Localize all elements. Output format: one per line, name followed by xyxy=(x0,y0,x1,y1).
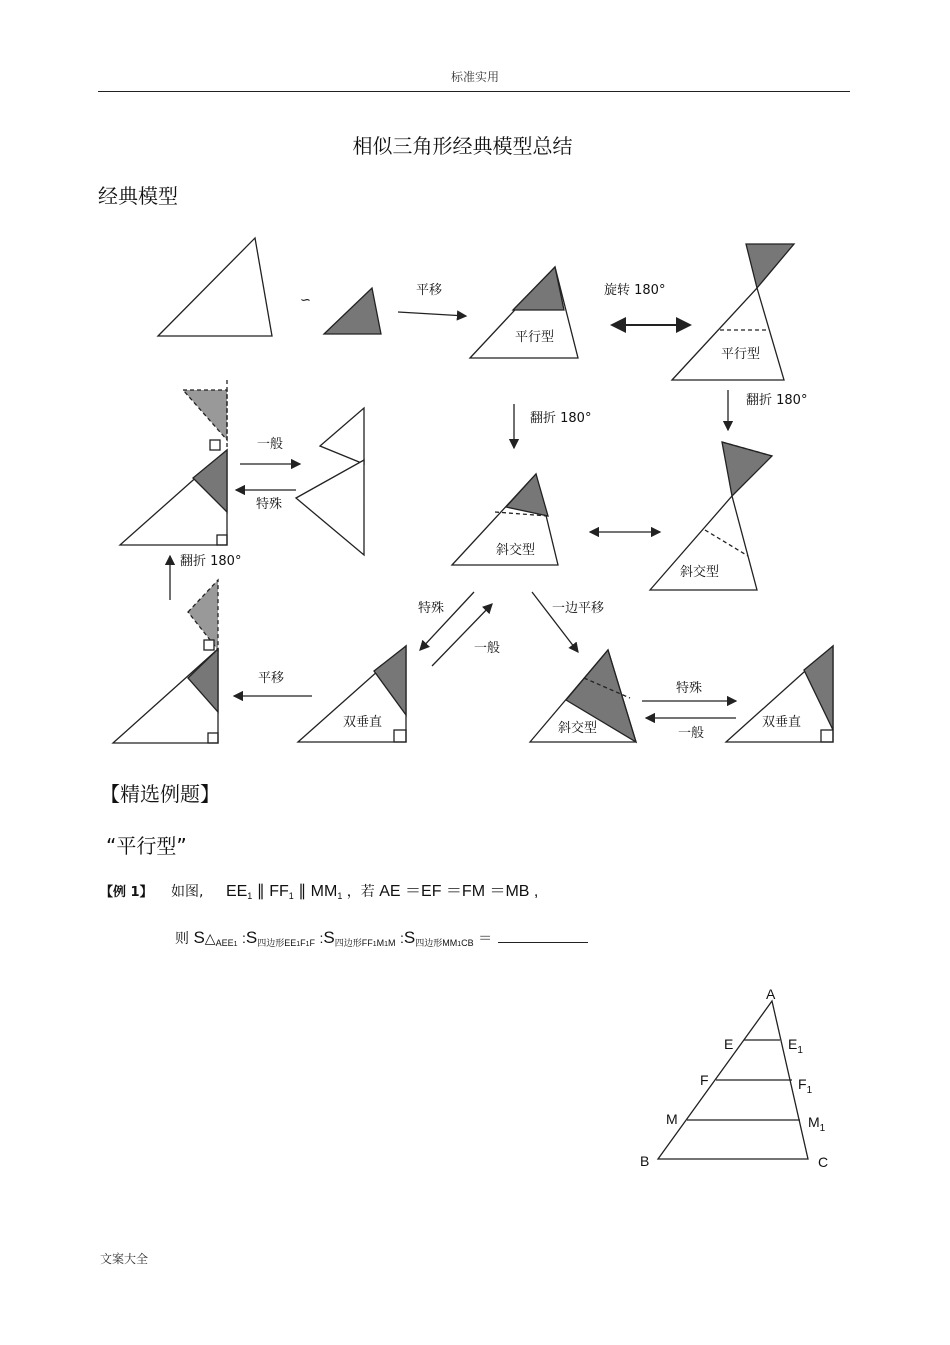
label-special-left: 特殊 xyxy=(256,497,283,512)
label-one-side-translate: 一边平移 xyxy=(552,601,605,616)
label-translate-bottom: 平移 xyxy=(258,671,285,686)
page-footer: 文案大全 xyxy=(100,1252,149,1266)
similar-symbol: ∽ xyxy=(300,293,311,308)
answer-blank xyxy=(498,928,588,943)
label-special-diagonal: 特殊 xyxy=(418,601,445,616)
label-double-perp: 双垂直 xyxy=(343,715,383,730)
ratio-expression: 则 $S\triangle_{AEE1}$ $:S_{四边形EE1F1F}$ $:S_{四边形FF1M1M}$ $:S_{四边形MM1CB}$ ＝ xyxy=(175,928,588,949)
cond-equal-segments: AE ＝EF ＝FM ＝MB , xyxy=(379,883,539,900)
if-word: ，若 xyxy=(346,884,375,900)
rotated-parallel-figure xyxy=(672,288,784,380)
section-classic-models: 经典模型 xyxy=(98,184,178,208)
point-f: F xyxy=(700,1072,709,1088)
point-e: E xyxy=(724,1036,734,1052)
header-rule xyxy=(98,91,850,92)
bowtie-top xyxy=(320,408,364,464)
then-word: 则 xyxy=(175,931,189,947)
label-oblique-type: 斜交型 xyxy=(496,543,536,558)
cond-mm1: ∥ MM xyxy=(298,883,338,900)
vertex-a: A xyxy=(766,986,776,1002)
translate-composite-figure xyxy=(113,649,218,743)
page-header: 标准实用 xyxy=(450,70,499,84)
classic-models-diagram xyxy=(100,230,840,750)
example-intro: 如图, xyxy=(171,884,204,900)
point-m: M xyxy=(666,1111,678,1127)
point-f1: $F_1$ xyxy=(798,1076,813,1096)
label-translate: 平移 xyxy=(416,283,443,298)
label-general-right: 一般 xyxy=(678,726,705,741)
area-ff1m1m: FF xyxy=(361,938,373,948)
similar-triangle xyxy=(324,288,381,334)
label-oblique-type-bottom: 斜交型 xyxy=(558,721,598,736)
cond-ff1: ∥ FF xyxy=(256,883,289,900)
example-tag: 【例 1】 xyxy=(100,885,153,900)
bowtie-bottom xyxy=(296,460,364,555)
area-aee1: AEE xyxy=(215,938,234,948)
triangle-abc-figure xyxy=(630,985,850,1175)
page-title: 相似三角形经典模型总结 xyxy=(352,134,573,158)
example-1-statement: 【例 1】 如图, $EE_1$ ∥ $FF_1$ ∥ $MM_1$ ，若 AE ＝EF ＝FM ＝MB , xyxy=(100,883,539,901)
label-flip-right: 翻折 180° xyxy=(746,393,808,408)
area-mm1cb: MM xyxy=(442,938,458,948)
label-flip-center: 翻折 180° xyxy=(530,411,592,426)
label-flip-left: 翻折 180° xyxy=(180,554,242,569)
label-parallel-type-rotated: 平行型 xyxy=(721,347,761,362)
label-general-top: 一般 xyxy=(257,437,284,452)
point-m1: $M_1$ xyxy=(808,1114,826,1134)
vertex-c: C xyxy=(818,1154,829,1170)
label-oblique-type-right: 斜交型 xyxy=(680,565,720,580)
label-double-perp-right: 双垂直 xyxy=(762,715,802,730)
selected-examples-heading: 【精选例题】 xyxy=(100,782,220,806)
original-triangle xyxy=(158,238,272,336)
label-special-right: 特殊 xyxy=(676,681,703,696)
label-parallel-type: 平行型 xyxy=(515,330,555,345)
label-general-diagonal: 一般 xyxy=(474,641,501,656)
vertex-b: B xyxy=(640,1153,650,1169)
parallel-type-heading: “平行型” xyxy=(106,834,187,858)
label-rotate: 旋转 180° xyxy=(604,283,666,298)
cond-ee1: EE xyxy=(225,883,248,900)
area-ee1f1f: EE xyxy=(284,938,297,948)
point-e1: $E_1$ xyxy=(788,1036,803,1056)
